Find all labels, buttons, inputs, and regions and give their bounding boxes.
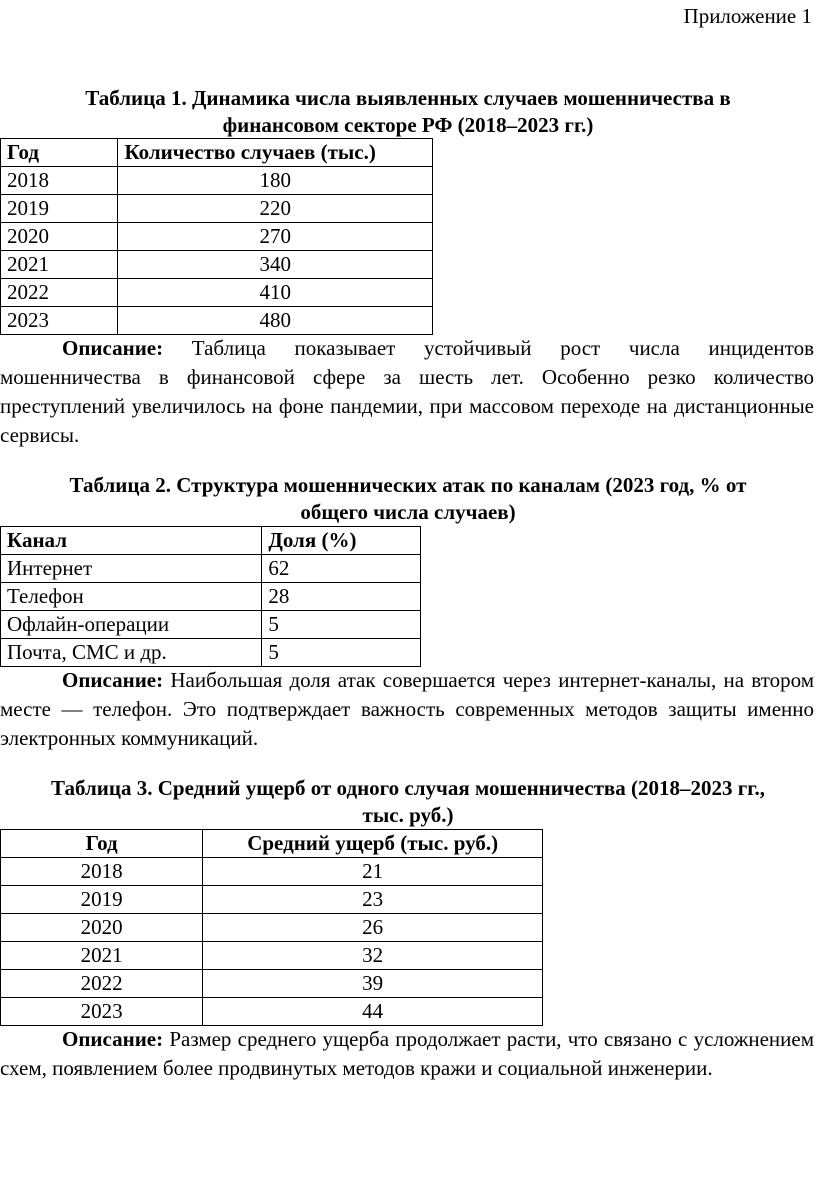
table2-description-text: Наибольшая доля атак совершается через интернет-каналы, на втором месте — телефон. Это подтверждает важность современных методов защиты именно электронных коммуникаций. [0,668,814,750]
table3-cell-damage: 32 [203,942,543,970]
table1-cell-count: 220 [118,195,433,223]
table3-cell-damage: 44 [203,998,543,1026]
table-row [1,555,421,583]
table1-description [0,334,814,450]
table2-cell-channel: Офлайн-операции [1,611,262,639]
table1 [0,138,433,335]
table3-caption-line1: Таблица 3. Средний ущерб от одного случая мошенничества (2018–2023 гг., [51,776,765,800]
table1-cell-year: 2020 [1,223,118,251]
table3-description-text: Размер среднего ущерба продолжает расти, что связано с усложнением схем, появлением более продвинутых методов кражи и социальной инженерии. [0,1027,815,1080]
table-row [1,251,433,279]
table3-header-year: Год [1,830,203,858]
table-row [1,223,433,251]
table3-cell-year: 2023 [1,998,203,1026]
table1-caption-line2: финансовом секторе РФ (2018–2023 гг.) [222,113,594,137]
table1-header-row [1,139,433,167]
table-row [1,886,543,914]
table2-description-label: Описание: [62,668,164,692]
table3-description-label: Описание: [62,1027,164,1051]
table3-cell-damage: 26 [203,914,543,942]
table2 [0,526,421,667]
table-row [1,914,543,942]
table3-description [0,1025,814,1083]
table3-cell-year: 2021 [1,942,203,970]
table1-header-count: Количество случаев (тыс.) [118,139,433,167]
table-row [1,195,433,223]
table1-cell-year: 2022 [1,279,118,307]
table-row [1,998,543,1026]
table3-header-row [1,830,543,858]
table3-cell-year: 2020 [1,914,203,942]
table1-cell-count: 270 [118,223,433,251]
table2-cell-channel: Почта, СМС и др. [1,639,262,667]
table-row [1,167,433,195]
table-row [1,858,543,886]
table3-cell-damage: 39 [203,970,543,998]
table3-cell-year: 2019 [1,886,203,914]
table2-header-share: Доля (%) [262,527,421,555]
table2-cell-share: 28 [262,583,421,611]
table-row [1,970,543,998]
table1-cell-year: 2019 [1,195,118,223]
table3-cell-damage: 23 [203,886,543,914]
table2-caption-line1: Таблица 2. Структура мошеннических атак по каналам (2023 год, % от [69,473,747,497]
table-row [1,639,421,667]
table1-cell-count: 410 [118,279,433,307]
table2-caption-line2: общего числа случаев) [300,500,516,524]
table2-description [0,666,814,753]
table2-header-row [1,527,421,555]
table3-header-damage: Средний ущерб (тыс. руб.) [203,830,543,858]
table-row [1,583,421,611]
table1-caption [0,85,816,139]
table2-cell-share: 62 [262,555,421,583]
table1-cell-year: 2018 [1,167,118,195]
table3-cell-year: 2022 [1,970,203,998]
table3-cell-damage: 21 [203,858,543,886]
table1-caption-line1: Таблица 1. Динамика числа выявленных случаев мошенничества в [85,86,731,110]
table-row [1,611,421,639]
table1-cell-count: 480 [118,307,433,335]
table1-cell-count: 180 [118,167,433,195]
table-row [1,307,433,335]
table3 [0,829,543,1026]
table3-cell-year: 2018 [1,858,203,886]
table2-cell-channel: Телефон [1,583,262,611]
table3-caption-line2: тыс. руб.) [362,803,454,827]
table1-description-label: Описание: [62,336,164,360]
table2-cell-channel: Интернет [1,555,262,583]
appendix-label: Приложение 1 [683,4,812,28]
table-row [1,279,433,307]
table1-description-text: Таблица показывает устойчивый рост числа инцидентов мошенничества в финансовой сфере за шесть лет. Особенно резко количество преступлений увеличилось на фоне пандемии, при массовом переходе на дистанционные сервисы. [0,336,814,447]
table-row [1,942,543,970]
table2-caption [0,472,816,526]
table1-cell-year: 2023 [1,307,118,335]
table3-caption [0,775,816,829]
table1-cell-year: 2021 [1,251,118,279]
table1-cell-count: 340 [118,251,433,279]
table2-cell-share: 5 [262,611,421,639]
table1-header-year: Год [1,139,118,167]
table2-header-channel: Канал [1,527,262,555]
table2-cell-share: 5 [262,639,421,667]
